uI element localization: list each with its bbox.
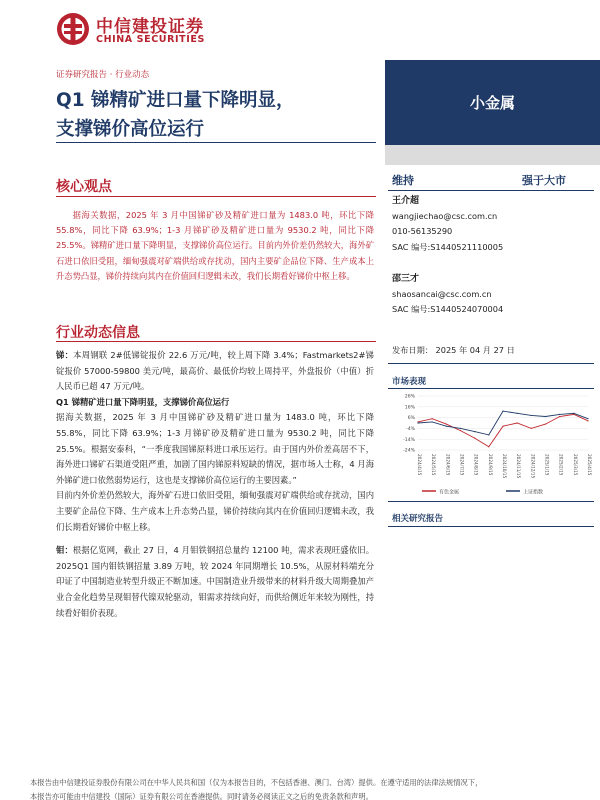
y-tick-label: -24% (403, 448, 415, 454)
analyst-name: 邵三才 (392, 274, 420, 284)
x-tick-label: 2024/7/15 (459, 454, 465, 476)
x-tick-label: 2025/2/15 (558, 454, 564, 476)
rating-row (392, 172, 592, 188)
market-divider (388, 388, 594, 389)
analyst-sac: SAC 编号:S1440521110005 (392, 241, 504, 252)
analyst-email: wangjiechao@csc.com.cn (392, 211, 498, 222)
data-point (488, 434, 489, 435)
publish-date: 发布日期： 2025 年 04 月 27 日 (392, 345, 515, 355)
disclaimer-footer (30, 776, 590, 800)
core-views-divider (56, 196, 376, 197)
publish-divider (388, 363, 594, 364)
logo-emblem-icon (56, 12, 90, 46)
x-axis (417, 454, 592, 478)
data-point (417, 422, 418, 423)
analyst-phone: 010-56135290 (392, 226, 453, 237)
analyst-email: shaosancai@csc.com.cn (392, 289, 492, 300)
rating-divider (388, 190, 594, 191)
x-tick-label: 2024/10/15 (502, 454, 507, 479)
antimony-price-paragraph (56, 348, 374, 395)
x-tick-label: 2025/4/15 (587, 454, 592, 476)
data-point (432, 418, 433, 419)
data-point (446, 426, 447, 427)
x-tick-label: 2024/12/15 (530, 454, 536, 479)
report-title-line-2: 支撑锑价高位运行 (56, 119, 205, 140)
data-point (517, 413, 518, 414)
breadcrumb: 证券研究报告 · 行业动态 (56, 70, 150, 80)
market-performance-heading: 市场表现 (392, 377, 427, 387)
data-point (559, 416, 560, 417)
x-tick-label: 2025/3/15 (572, 454, 578, 476)
analyst-sac: SAC 编号:S1440524070004 (392, 304, 504, 315)
data-point (460, 428, 461, 429)
report-title (56, 86, 376, 144)
data-point (531, 428, 532, 429)
core-views-heading: 核心观点 (56, 179, 112, 195)
data-point (474, 438, 475, 439)
related-divider (388, 526, 594, 527)
data-point (587, 420, 588, 421)
logo-english-name: CHINA SECURITIES (96, 34, 205, 45)
y-tick-label: -14% (403, 437, 415, 443)
disclaimer-line-2: 本报告亦可能由中信建投（国际）证券有限公司在香港提供。同时请务必阅读正文之后的免责条款和声明。 (30, 792, 373, 800)
legend-label-nonferrous: 有色金属 (439, 489, 460, 496)
data-point (517, 422, 518, 423)
disclaimer-line-1: 本报告由中信建投证券股份有限公司在中华人民共和国（仅为本报告目的，不包括香港、澳门、台湾）提供。在遵守适用的法律法规情况下， (30, 778, 483, 787)
series-line-nonferrous (418, 414, 588, 446)
data-point (573, 413, 574, 414)
legend-label-shanghai-index: 上证指数 (523, 489, 544, 496)
report-title-line-1: Q1 锑精矿进口量下降明显， (56, 90, 295, 111)
data-point (417, 421, 418, 422)
data-point (502, 426, 503, 427)
data-point (460, 430, 461, 431)
y-tick-label: 16% (404, 405, 415, 411)
data-point (502, 411, 503, 412)
data-point (545, 423, 546, 424)
industry-tag-box (385, 60, 600, 145)
rating-value: 强于大市 (522, 174, 566, 187)
x-tick-label: 2024/4/15 (417, 454, 422, 476)
sidebar-gray-band (385, 145, 600, 165)
y-tick-label: -4% (406, 427, 415, 432)
core-views-text: 据海关数据，2025 年 3 月中国锑矿砂及精矿进口量为 1483.0 吨，环比下降 55.8%，同比下降 63.9%；1-3 月锑矿砂及精矿进口量为 9530.2 吨，同比下降 25.5%。锑精矿进口量下降明显，支撑锑价高位运行。目前内外价差仍然较大，海外矿石进口依旧受阻，缅甸强震对矿端供给或存扰动，国内主要矿企品位下降、生产成本上升态势凸显，锑价持续向其内在价值回归逻辑未改，我们长期看好锑价中枢上移。 (56, 210, 374, 281)
analyst-card (392, 272, 503, 318)
x-tick-label: 2024/6/15 (445, 454, 451, 476)
antimony-subtitle: Q1 锑精矿进口量下降明显，支撑锑价高位运行 (56, 396, 230, 407)
industry-news-divider (56, 341, 376, 342)
molybdenum-paragraph (56, 543, 374, 621)
market-performance-chart (388, 390, 594, 498)
x-tick-label: 2024/8/15 (473, 454, 479, 476)
antimony-outlook-paragraph: 目前内外价差仍然较大，海外矿石进口依旧受阻，缅甸强震对矿端供给或存扰动，国内主要矿企品位下降、生产成本上升态势凸显，锑价持续向其内在价值回归逻辑未改，我们长期看好锑价中枢上移。 (56, 490, 374, 532)
molybdenum-lead: 钼： (56, 545, 73, 556)
x-tick-label: 2024/9/15 (487, 454, 493, 476)
data-point (446, 423, 447, 424)
data-point (531, 415, 532, 416)
title-divider (56, 142, 376, 143)
plot-area (417, 411, 588, 448)
antimony-price-text: 本周钢联 2#低锑锭报价 22.6 万元/吨，较上周下降 3.4%；Fastmarkets2#锑锭报价 57000-59800 美元/吨，最高价、最低价均较上周持平，外盘报价（中值）折人民币已超 47 万元/吨。 (56, 350, 374, 392)
antimony-lead: 锑： (56, 350, 74, 360)
data-point (432, 421, 433, 422)
rating-label: 维持 (392, 174, 414, 187)
x-tick-label: 2025/1/15 (544, 454, 550, 476)
data-point (474, 431, 475, 432)
x-tick-label: 2024/11/15 (516, 454, 522, 479)
related-research-heading: 相关研究报告 (392, 514, 444, 524)
data-point (587, 418, 588, 419)
analyst-card (392, 194, 503, 255)
y-tick-label: 26% (404, 394, 415, 400)
molybdenum-text: 根据亿览网，截止 27 日，4 月钼铁钢招总量约 12100 吨，需求表现旺盛依旧。2025Q1 国内钼铁钢招量 3.89 万吨，较 2024 年同期增长 10.5%，从原材料端充分印证了中国制造业转型升级正不断加速。中国制造业升级带来的材料升级大周期叠加产业合金化趋势呈现钼替代镍双轮驱动，钼需求持续向好，而供给侧近年来较为刚性，持续看好钼价表现。 (56, 545, 374, 618)
antimony-import-paragraph: 据海关数据，2025 年 3 月中国锑矿砂及精矿进口量为 1483.0 吨，环比下降 55.8%，同比下降 63.9%；1-3 月锑矿砂及精矿进口量为 9530.2 吨，同比下降 25.5%。根据安泰科，“一季度我国锑原料进口承压运行。由于国内外价差高居不下，海外进口锑矿石渠道受阻严重，加剧了国内锑原料短缺的情况，据市场人士称，4 月海外锑矿进口依然弱势运行，这也是支撑锑价高位运行的主要因素。” (56, 412, 374, 485)
industry-news-heading: 行业动态信息 (56, 325, 140, 341)
industry-tag: 小金属 (469, 94, 515, 112)
data-point (559, 414, 560, 415)
data-point (488, 446, 489, 447)
industry-news-body (56, 348, 374, 621)
x-tick-label: 2024/5/15 (431, 454, 437, 476)
analyst-name: 王介超 (392, 196, 420, 206)
chart-bottom-divider (388, 501, 594, 502)
chart-legend (422, 489, 543, 496)
y-tick-label: 6% (407, 416, 415, 422)
company-logo (56, 10, 216, 50)
logo-chinese-name: 中信建投证券 (96, 17, 204, 37)
data-point (545, 416, 546, 417)
